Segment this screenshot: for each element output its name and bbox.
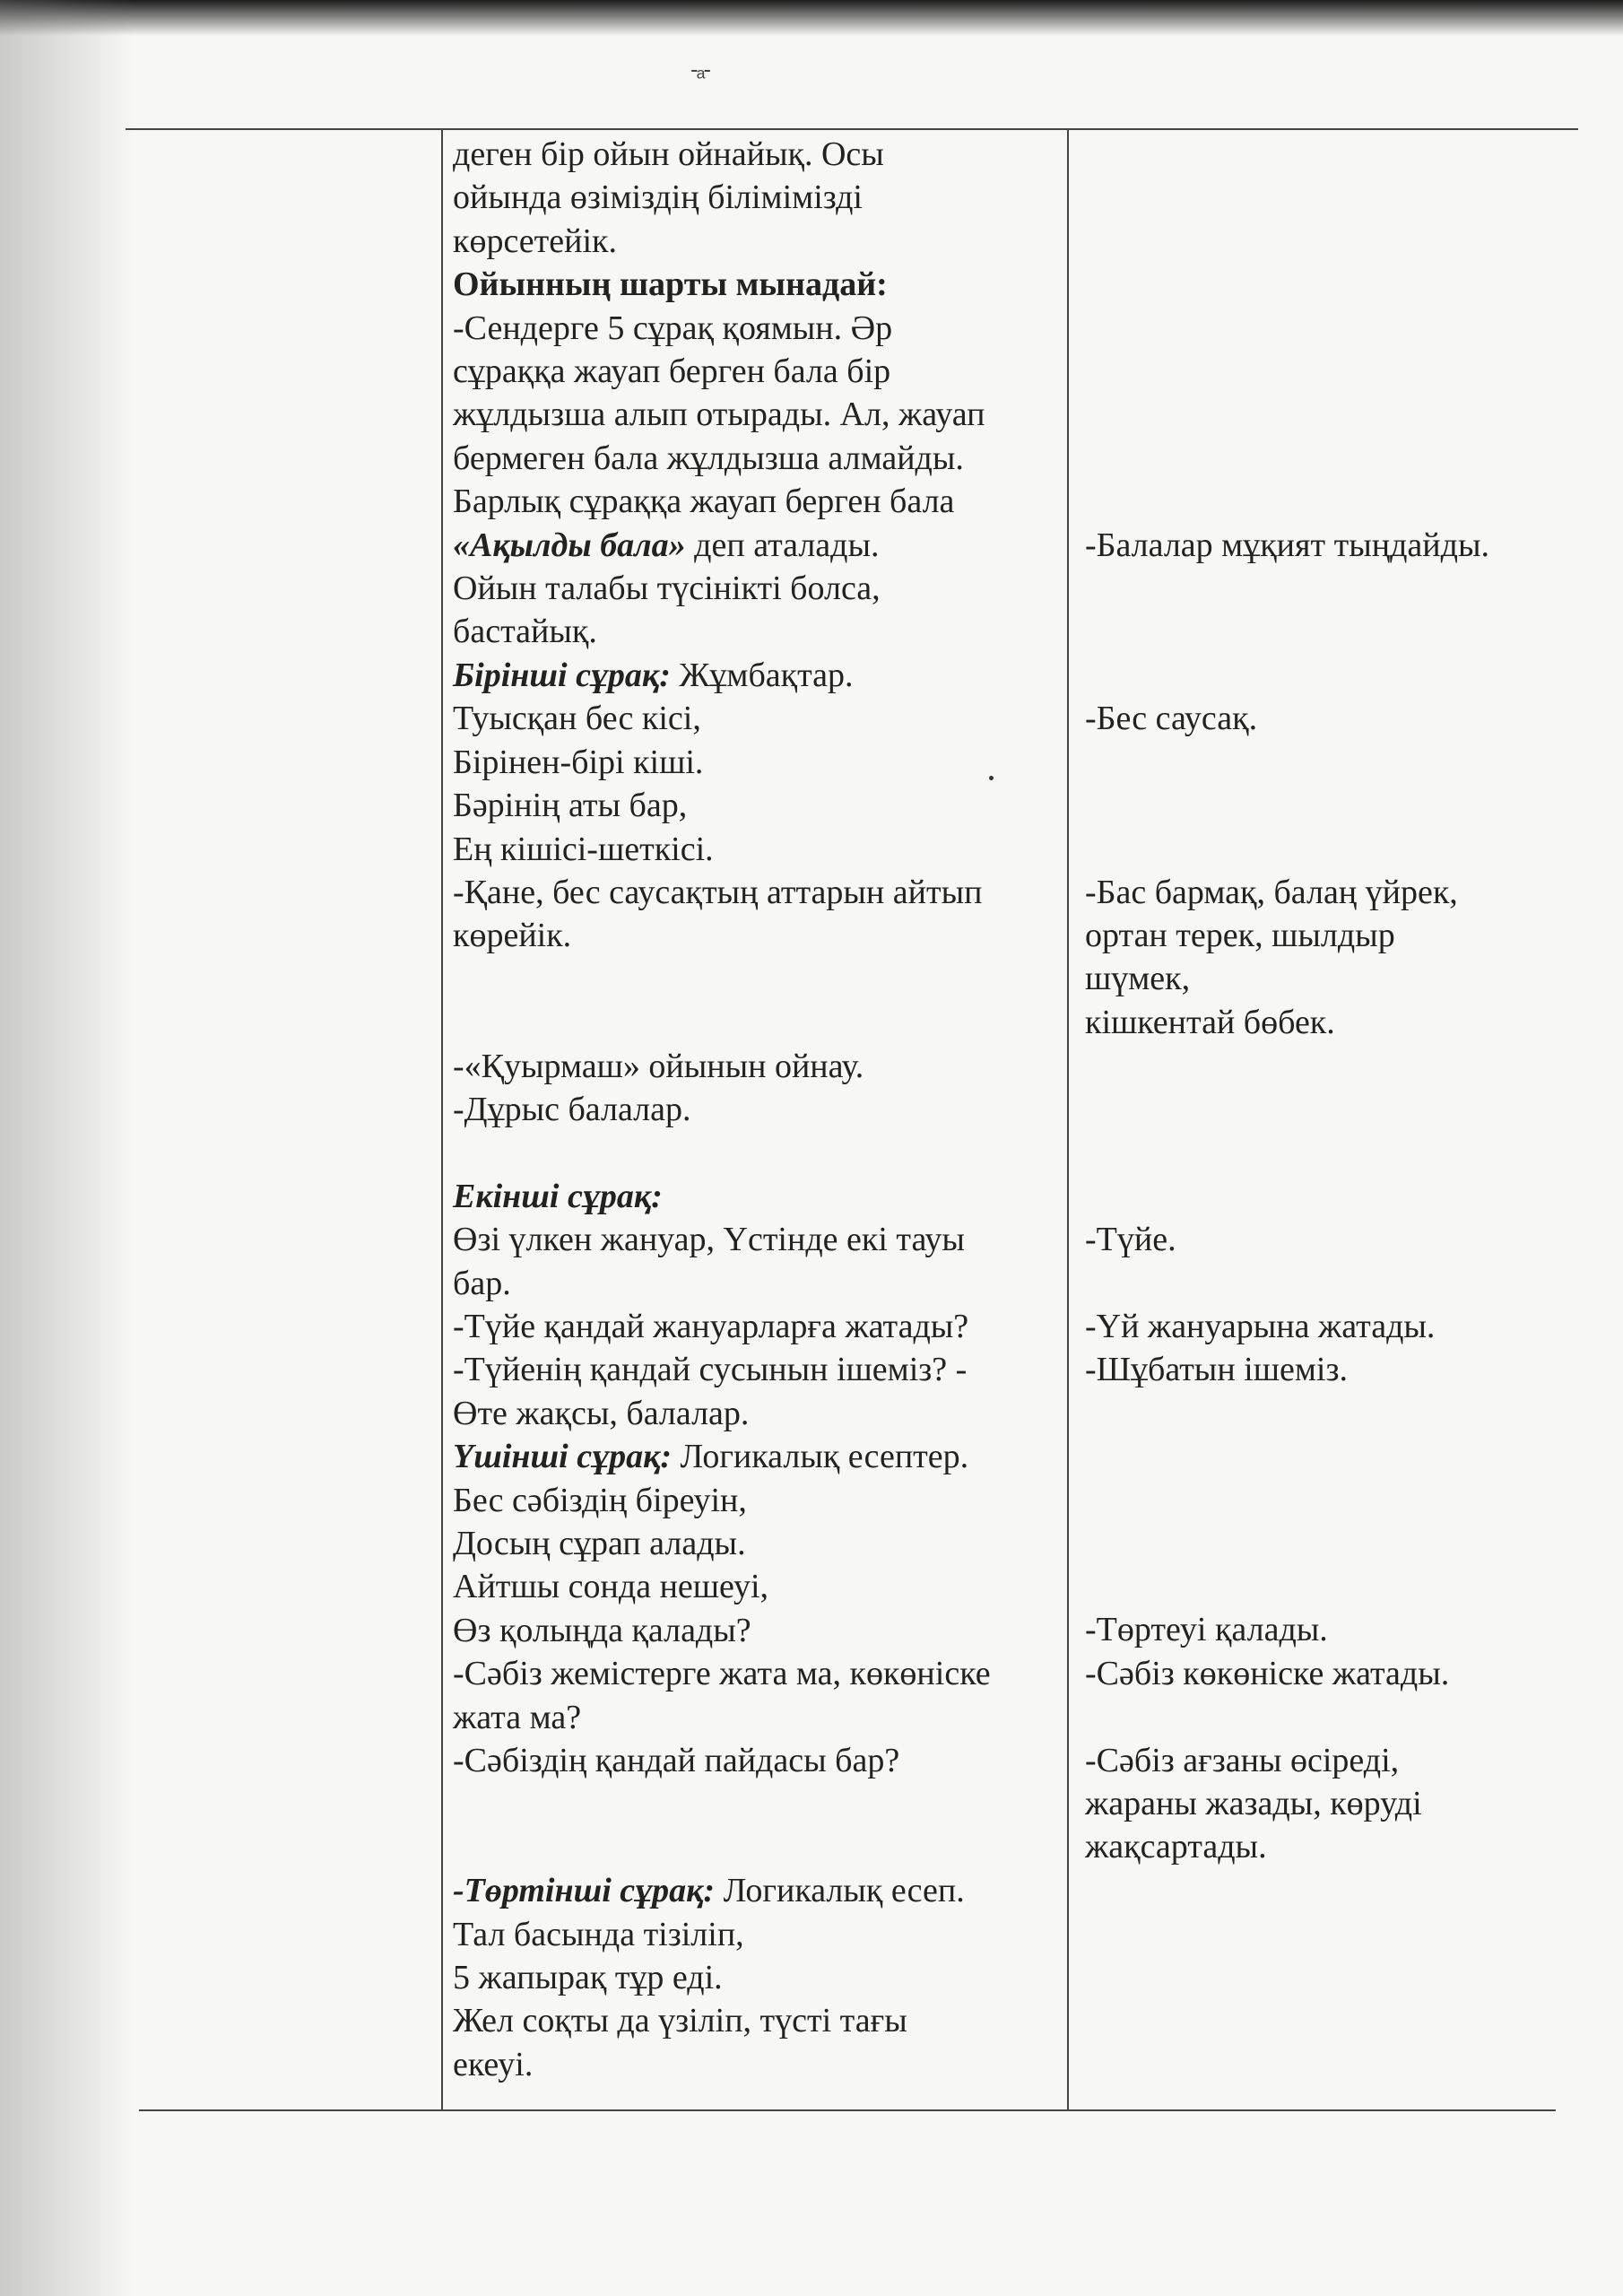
answer-line: ортан терек, шылдыр [1085, 917, 1395, 955]
blank-line [1085, 263, 1587, 306]
riddle-line: Бес сәбіздің біреуін, [453, 1481, 747, 1519]
text-line: бермеген бала жұлдызша алмайды. [453, 439, 964, 477]
text-line: көрсетейік. [453, 222, 617, 260]
answer-line: -Шұбатын ішеміз. [1085, 1351, 1348, 1389]
text-line: бастайық. [453, 613, 597, 651]
text-line: ойында өзіміздің білімімізді [453, 178, 863, 217]
riddle-line: Тал басында тізіліп, [453, 1915, 744, 1953]
blank-line [1085, 1565, 1587, 1608]
blank-line [453, 1001, 1063, 1044]
blank-line [453, 958, 1063, 1001]
blank-line [1085, 784, 1587, 827]
blank-line [453, 1782, 1063, 1825]
blank-line [1085, 1261, 1587, 1304]
blank-line [1085, 1174, 1587, 1217]
text-line: -Түйенің қандай сусынын ішеміз? - [453, 1351, 968, 1389]
text-line: -«Қуырмаш» ойынын ойнау. [453, 1047, 864, 1085]
text-line: Барлық сұраққа жауап берген бала [453, 483, 955, 521]
blank-line [1085, 610, 1587, 653]
text-line: -Дұрыс балалар. [453, 1090, 691, 1128]
smart-child-title: «Ақылды бала» [453, 526, 686, 564]
text-line: Өте жақсы, балалар. [453, 1394, 750, 1432]
blank-line [1085, 741, 1587, 784]
text-line: деген бір ойын ойнайық. Осы [453, 135, 884, 173]
blank-line [1085, 437, 1587, 480]
blank-line [1085, 1435, 1587, 1478]
answer-line: жараны жазады, көруді [1085, 1785, 1422, 1823]
riddle-line: Өз қолыңда қалады? [453, 1611, 751, 1649]
answer-line: шүмек, [1085, 960, 1191, 998]
page-mark: -ₐ- [690, 56, 709, 83]
text-line [453, 1869, 1063, 1912]
text-line: көрейік. [453, 917, 572, 955]
text-line: Ойын талабы түсінікті болса, [453, 570, 881, 608]
question-4-heading: -Төртінші сұрақ: [453, 1872, 716, 1910]
answer-line: -Үй жануарына жатады. [1085, 1307, 1436, 1345]
blank-line [1085, 1478, 1587, 1521]
answer-line: жақсартады. [1085, 1828, 1267, 1866]
blank-line [1085, 1522, 1587, 1565]
text-line: -Қане, бес саусақтың аттарын айтып [453, 873, 983, 911]
answer-line: -Бас бармақ, балаң үйрек, [1085, 873, 1458, 911]
blank-line [1085, 1391, 1587, 1434]
blank-line [1085, 307, 1587, 350]
blank-line [1085, 654, 1587, 697]
question-2-heading: Екінші сұрақ: [453, 1177, 663, 1215]
text-line: -Сәбіздің қандай пайдасы бар? [453, 1741, 900, 1779]
riddle-line: Досың сұрап алады. [453, 1524, 746, 1562]
text-line: сұраққа жауап берген бала бір [453, 352, 891, 391]
riddle-line: Өзі үлкен жануар, Үстінде екі тауы [453, 1221, 965, 1259]
riddle-line: Бәрінің аты бар, [453, 787, 688, 825]
blank-line [453, 1131, 1063, 1174]
blank-line [1085, 133, 1587, 176]
text-line [453, 524, 1063, 567]
riddle-line: 5 жапырақ тұр еді. [453, 1958, 723, 1996]
table-column-divider-left [441, 128, 443, 2110]
riddle-line: Бірінен-бірі кіші. [453, 743, 704, 781]
blank-line [1085, 393, 1587, 436]
question-1-heading: Бірінші сұрақ: [453, 656, 671, 694]
answer-line: -Балалар мұқият тыңдайды. [1085, 526, 1489, 564]
blank-line [1085, 1131, 1587, 1174]
table-top-border [126, 128, 1578, 130]
riddle-line: Жел соқты да үзіліп, түсті тағы [453, 2002, 907, 2040]
blank-line [1085, 350, 1587, 393]
answer-line: -Төртеуі қалады. [1085, 1611, 1328, 1649]
blank-line [453, 1826, 1063, 1869]
text-line: -Сендерге 5 сұрақ қоямын. Әр [453, 309, 893, 347]
table-bottom-border [139, 2109, 1556, 2111]
blank-line [1085, 480, 1587, 523]
blank-line [1085, 1044, 1587, 1087]
answer-line: -Бес саусақ. [1085, 700, 1258, 738]
blank-line [1085, 1088, 1587, 1131]
teacher-activity-column [453, 133, 1063, 2086]
text-fragment: Жұмбақтар. [670, 656, 854, 694]
riddle-line: Туысқан бес кісі, [453, 700, 701, 738]
riddle-line: Айтшы сонда нешеуі, [453, 1568, 769, 1606]
question-3-heading: Үшінші сұрақ: [453, 1438, 673, 1476]
text-fragment: Логикалық есептер. [672, 1438, 969, 1476]
text-fragment: деп аталады. [685, 526, 880, 564]
blank-line [1085, 220, 1587, 263]
table-column-divider-right [1067, 128, 1069, 2110]
answer-line: -Сәбіз ағзаны өсіреді, [1085, 1741, 1400, 1779]
children-activity-column [1085, 133, 1587, 1869]
blank-line [1085, 567, 1587, 610]
riddle-line: Ең кішісі-шеткісі. [453, 830, 714, 868]
text-line: -Түйе қандай жануарларға жатады? [453, 1307, 969, 1345]
text-line: жұлдызша алып отырады. Ал, жауап [453, 396, 985, 434]
text-fragment: Логикалық есеп. [715, 1872, 965, 1910]
game-rules-heading: Ойынның шарты мынадай: [453, 265, 888, 304]
text-line [453, 654, 1063, 697]
text-line: -Сәбіз жемістерге жата ма, көкөніске [453, 1655, 991, 1693]
text-line [453, 1435, 1063, 1478]
text-line: жата ма? [453, 1698, 582, 1736]
answer-line: -Сәбіз көкөніске жатады. [1085, 1654, 1450, 1692]
blank-line [1085, 1695, 1587, 1738]
scan-edge-top [0, 0, 1623, 36]
riddle-line: екеуі. [453, 2045, 534, 2083]
answer-line: -Түйе. [1085, 1220, 1176, 1258]
riddle-line: бар. [453, 1264, 511, 1302]
answer-line: кішкентай бөбек. [1085, 1003, 1335, 1041]
scan-edge-left [0, 0, 135, 2296]
blank-line [1085, 176, 1587, 219]
blank-line [1085, 827, 1587, 870]
